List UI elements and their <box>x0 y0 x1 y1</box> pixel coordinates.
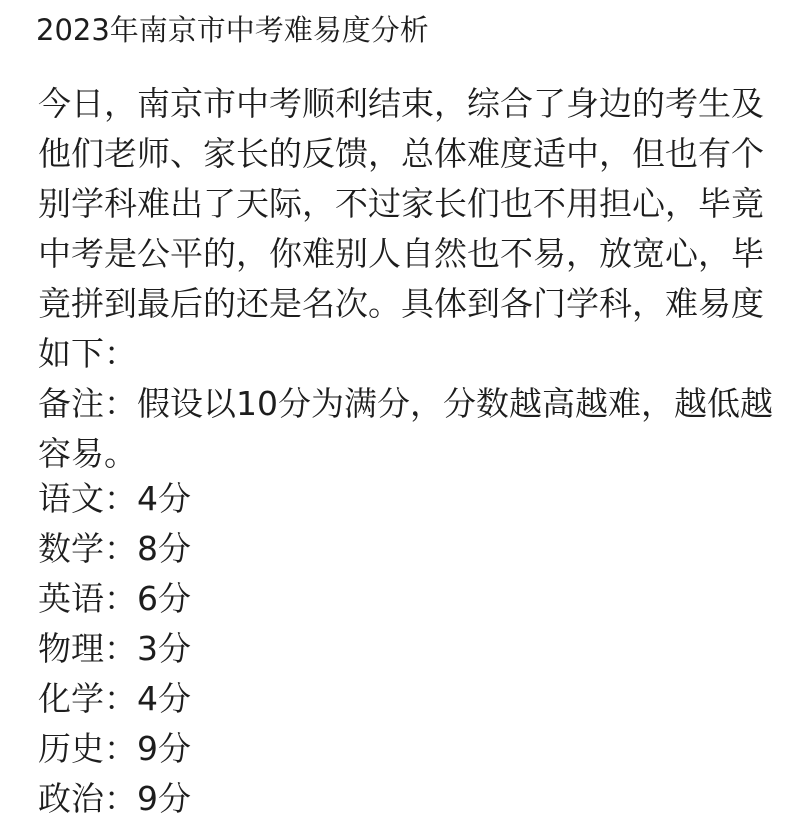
article-body <box>38 79 773 479</box>
intro-line: 别学科难出了天际，不过家长们也不用担心，毕竟 <box>38 184 764 223</box>
subject-score-math: 数学：8分 <box>38 529 191 568</box>
intro-line: 如下： <box>38 334 137 373</box>
subject-score-list <box>38 474 191 824</box>
subject-score-chemistry: 化学：4分 <box>38 679 191 718</box>
intro-line: 竟拼到最后的还是名次。具体到各门学科，难易度 <box>38 284 764 323</box>
subject-score-english: 英语：6分 <box>38 579 191 618</box>
subject-score-politics: 政治：9分 <box>38 779 191 818</box>
subject-score-chinese: 语文：4分 <box>38 479 191 518</box>
subject-score-physics: 物理：3分 <box>38 629 191 668</box>
intro-line: 中考是公平的，你难别人自然也不易，放宽心，毕 <box>38 234 764 273</box>
note-line: 备注：假设以10分为满分，分数越高越难，越低越 <box>38 384 773 423</box>
subject-score-history: 历史：9分 <box>38 729 191 768</box>
article-title: 2023年南京市中考难易度分析 <box>36 13 429 47</box>
note-line: 容易。 <box>38 434 137 473</box>
intro-line: 他们老师、家长的反馈，总体难度适中，但也有个 <box>38 134 764 173</box>
intro-line: 今日，南京市中考顺利结束，综合了身边的考生及 <box>38 84 764 123</box>
